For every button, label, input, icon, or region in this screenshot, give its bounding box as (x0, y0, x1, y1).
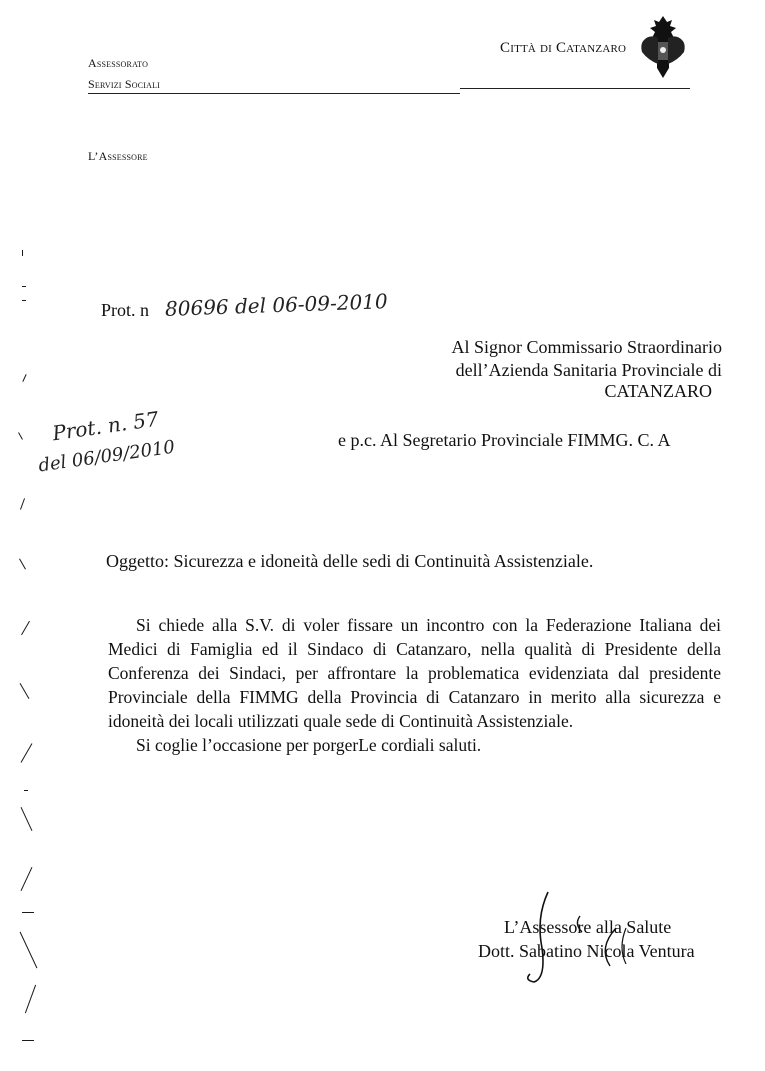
cc-recipient: e p.c. Al Segretario Provinciale FIMMG. C. A (338, 430, 671, 450)
recipient-line-1: Al Signor Commissario Straordinario (451, 337, 722, 357)
handwritten-note-line-2: del 06/09/2010 (37, 436, 177, 477)
body-paragraph: Si chiede alla S.V. di voler fissare un incontro con la Federazione Italiana dei Medici di Famiglia ed il Sindaco di Catanzaro, nella qualità di Presidente della Conferenza dei Sindaci, per affrontare la problematica evidenziata dal presidente Provinciale della FIMMG della Provincia di Catanzaro in merito alla sicurezza e idoneità dei locali utilizzati quale sede di Continuità Assistenziale. (108, 615, 721, 731)
department-line-2: Servizi Sociali (88, 77, 161, 91)
closing-line: Si coglie l’occasione per porgerLe cordiali saluti. (136, 735, 482, 755)
signature-line-2: Dott. Sabatino Nicola Ventura (478, 941, 695, 961)
header-rule-left (88, 93, 460, 94)
subject-line: Oggetto: Sicurezza e idoneità delle sedi di Continuità Assistenziale. (106, 551, 594, 571)
protocol-label: Prot. n (101, 300, 150, 320)
office-title: L’Assessore (88, 149, 148, 163)
handwritten-note-line-1: Prot. n. 57 (50, 406, 161, 446)
signature-line-1: L’Assessore alla Salute (504, 917, 672, 937)
handwritten-signature-icon (520, 888, 670, 993)
recipient-line-2: dell’Azienda Sanitaria Provinciale di (455, 360, 722, 380)
department-line-1: Assessorato (88, 56, 149, 70)
recipient-line-3: CATANZARO (604, 381, 712, 401)
letter-body (108, 613, 721, 757)
city-name: Città di Catanzaro (500, 40, 627, 56)
protocol-handwritten: 80696 del 06-09-2010 (164, 289, 389, 321)
scan-margin-marks (0, 0, 60, 1071)
header-rule-right (460, 88, 690, 89)
city-coat-of-arms-icon (636, 14, 690, 87)
